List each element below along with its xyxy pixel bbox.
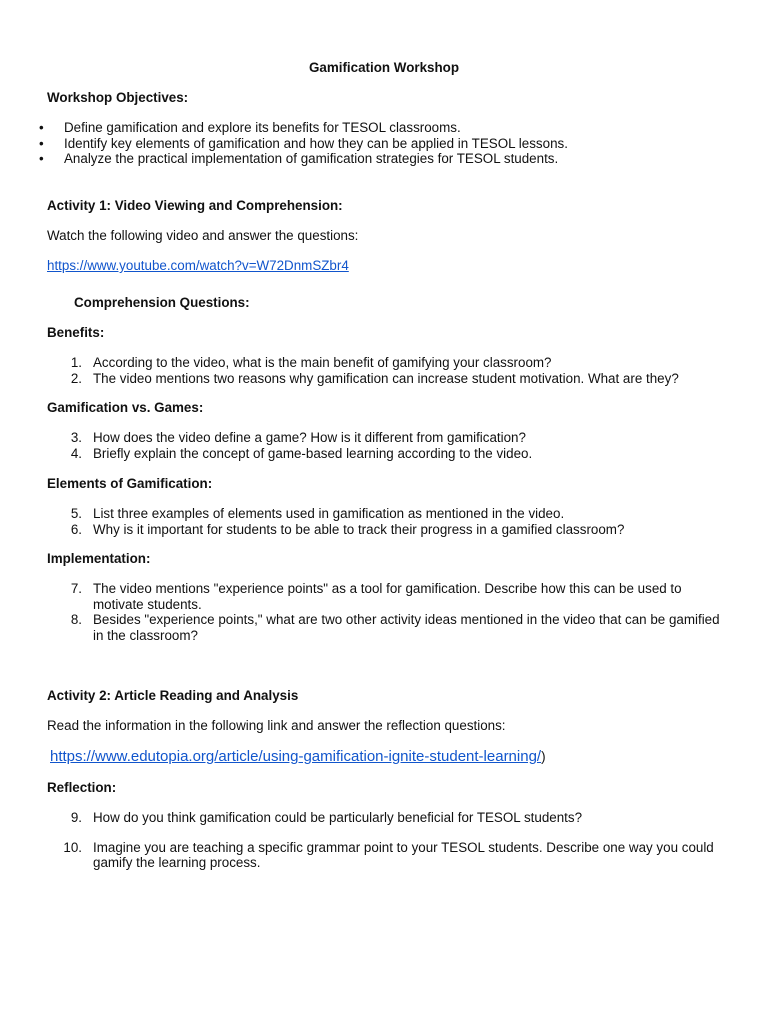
question-item	[0, 355, 768, 371]
question-item	[0, 371, 768, 387]
objective-text: Define gamification and explore its benefits for TESOL classrooms.	[64, 120, 461, 135]
elements-heading: Elements of Gamification:	[47, 476, 213, 491]
reflection-heading: Reflection:	[47, 780, 117, 795]
objectives-list	[0, 120, 768, 167]
question-text: Besides "experience points," what are two other activity ideas mentioned in the video that can be gamified in the classroom?	[93, 612, 720, 643]
question-number: 9.	[70, 810, 82, 825]
reflection-questions	[0, 810, 768, 871]
article-link-suffix: )	[541, 749, 546, 764]
implementation-heading: Implementation:	[47, 551, 151, 566]
question-number: 8.	[70, 612, 82, 627]
games-heading: Gamification vs. Games:	[47, 400, 204, 415]
article-link[interactable]: https://www.edutopia.org/article/using-gamification-ignite-student-learning/	[50, 748, 542, 765]
question-item	[0, 506, 768, 522]
question-item	[0, 840, 768, 871]
question-text: The video mentions two reasons why gamification can increase student motivation. What are they?	[93, 370, 679, 386]
question-item	[0, 446, 768, 462]
question-item	[0, 581, 768, 612]
list-item	[0, 120, 768, 136]
question-number: 1.	[70, 355, 82, 370]
games-questions	[0, 430, 768, 461]
question-text: Why is it important for students to be able to track their progress in a gamified classroom?	[93, 521, 625, 537]
question-number: 3.	[70, 430, 82, 445]
question-text: How do you think gamification could be particularly beneficial for TESOL students?	[93, 810, 583, 825]
question-item	[0, 430, 768, 446]
objective-text: Analyze the practical implementation of gamification strategies for TESOL students.	[64, 151, 559, 166]
question-number: 7.	[70, 581, 82, 596]
activity2-instruction: Read the information in the following link and answer the reflection questions:	[47, 718, 506, 733]
document-title: Gamification Workshop	[308, 60, 460, 75]
activity1-instruction: Watch the following video and answer the questions:	[47, 228, 359, 243]
question-text: How does the video define a game? How is it different from gamification?	[93, 430, 526, 445]
question-text: The video mentions "experience points" as a tool for gamification. Describe how this can be used to motivate students.	[93, 581, 682, 612]
question-item	[0, 522, 768, 538]
question-number: 10.	[63, 839, 82, 855]
activity1-heading: Activity 1: Video Viewing and Comprehension:	[47, 198, 343, 213]
bullet-icon: •	[39, 151, 44, 166]
question-item	[0, 612, 768, 643]
list-item	[0, 136, 768, 152]
list-item	[0, 151, 768, 167]
objectives-heading: Workshop Objectives:	[47, 90, 189, 105]
objective-text: Identify key elements of gamification and how they can be applied in TESOL lessons.	[64, 135, 568, 151]
comprehension-heading: Comprehension Questions:	[74, 295, 250, 310]
bullet-icon: •	[39, 135, 44, 151]
question-text: Imagine you are teaching a specific grammar point to your TESOL students. Describe one way you could gamify the learning process.	[93, 839, 714, 870]
activity2-heading: Activity 2: Article Reading and Analysis	[47, 688, 299, 703]
question-text: List three examples of elements used in gamification as mentioned in the video.	[93, 506, 565, 521]
bullet-icon: •	[39, 120, 44, 135]
question-number: 4.	[70, 445, 82, 461]
question-number: 6.	[70, 521, 82, 537]
video-link[interactable]: https://www.youtube.com/watch?v=W72DnmSZbr4	[47, 258, 349, 273]
implementation-questions	[0, 581, 768, 643]
question-item	[0, 810, 768, 826]
elements-questions	[0, 506, 768, 537]
question-number: 2.	[70, 370, 82, 386]
question-text: According to the video, what is the main benefit of gamifying your classroom?	[93, 355, 552, 370]
question-text: Briefly explain the concept of game-based learning according to the video.	[93, 445, 533, 461]
article-link-line	[50, 749, 546, 765]
question-number: 5.	[70, 506, 82, 521]
benefits-heading: Benefits:	[47, 325, 105, 340]
benefits-questions	[0, 355, 768, 386]
